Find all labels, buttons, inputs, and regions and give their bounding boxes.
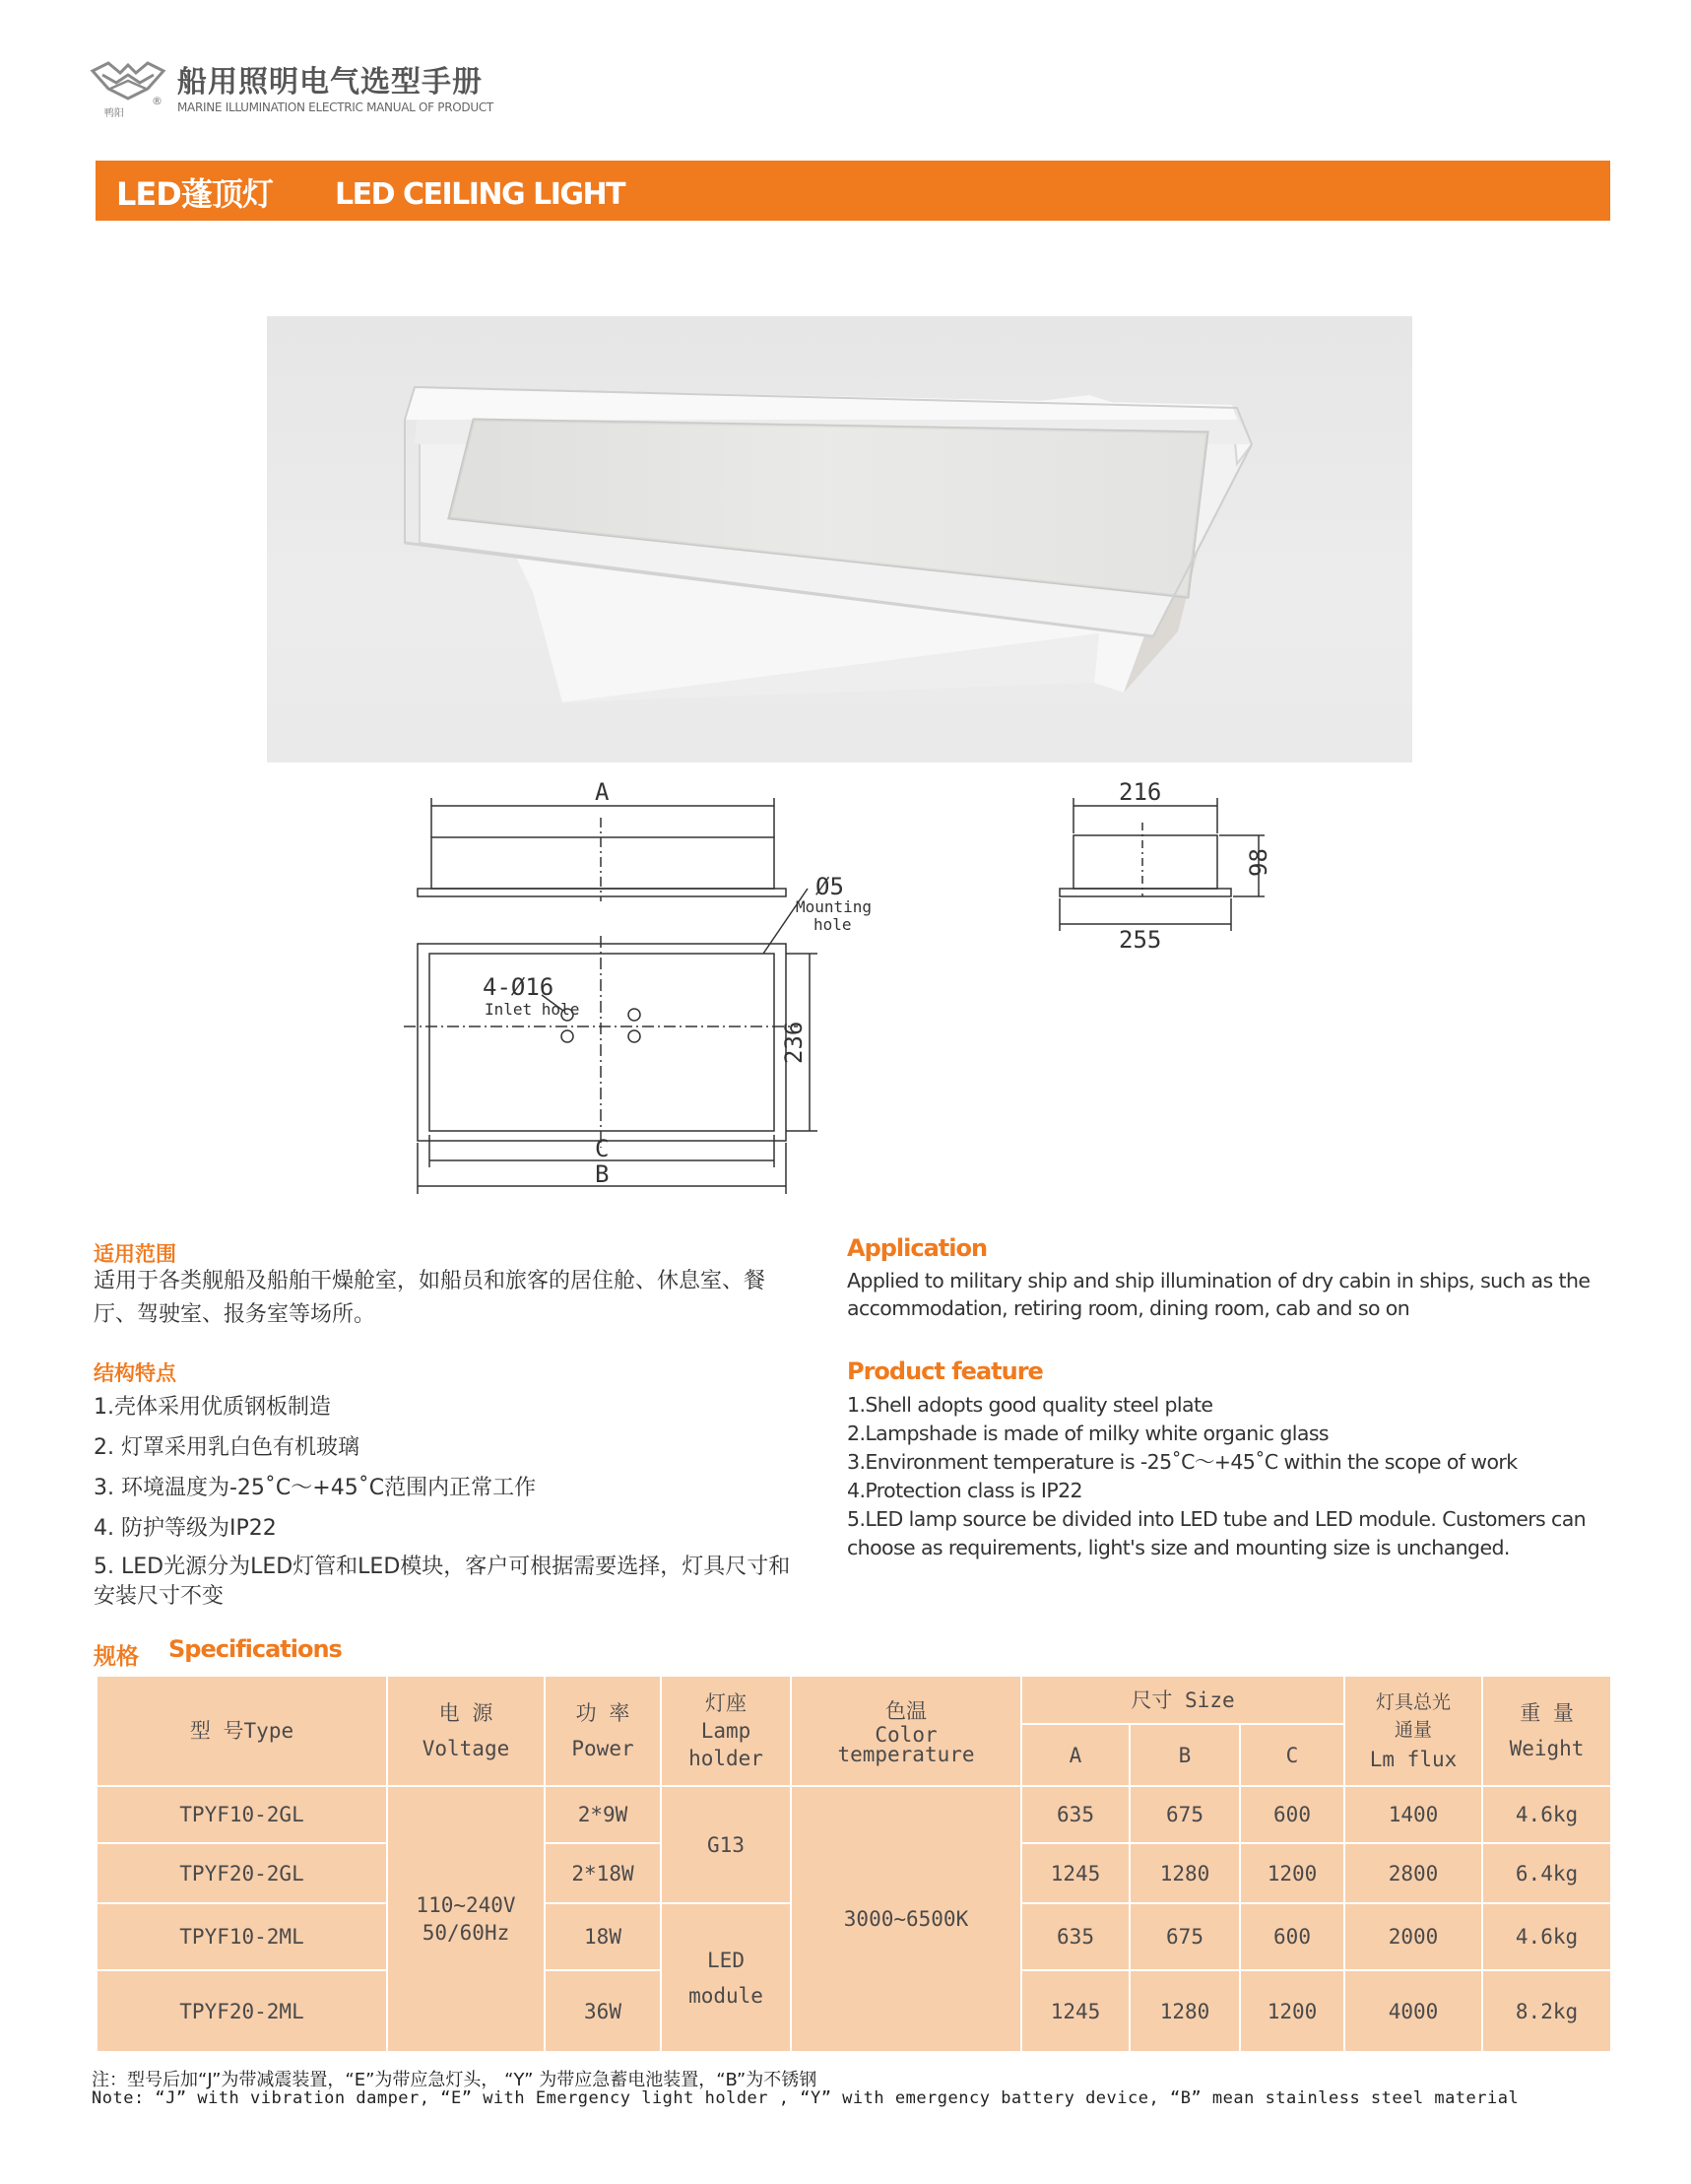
voltage-frequency: 50/60Hz — [422, 1921, 510, 1945]
cell-type: TPYF20-2GL — [97, 1843, 387, 1903]
end-view-flange — [1060, 889, 1231, 896]
header-voltage-en: Voltage — [422, 1737, 510, 1760]
cell-flux: 4000 — [1344, 1970, 1482, 2052]
header-voltage — [387, 1676, 545, 1786]
cell-holder-led — [661, 1903, 791, 2052]
manual-title-en: MARINE ILLUMINATION ELECTRIC MANUAL OF PRODUCT — [177, 100, 493, 114]
application-text-en: Applied to military ship and ship illumination of dry cabin in ships, such as the accommodation, retiring room, dining room, cab and so on — [847, 1269, 1591, 1320]
cell-size-c: 1200 — [1240, 1843, 1344, 1903]
header-size-b: B — [1130, 1724, 1240, 1786]
header-size-c: C — [1240, 1724, 1344, 1786]
side-view-body — [431, 837, 774, 889]
inlet-hole-label: Inlet hole — [485, 1000, 580, 1019]
feature-cn-4: 4. 防护等级为IP22 — [94, 1516, 277, 1541]
front-view-inner — [429, 954, 774, 1131]
header-holder-en-1: Lamp — [700, 1719, 751, 1743]
cell-color-temp: 3000~6500K — [791, 1786, 1021, 2052]
header-voltage-cn: 电 源 — [438, 1701, 493, 1725]
features-heading-cn: 结构特点 — [94, 1361, 176, 1385]
dim-label-236: 236 — [780, 1021, 808, 1064]
cell-flux: 1400 — [1344, 1786, 1482, 1843]
product-title-en: LED CEILING LIGHT — [335, 177, 625, 212]
end-view-body — [1073, 835, 1217, 889]
brand-logo — [89, 59, 167, 120]
header-power-en: Power — [571, 1737, 634, 1760]
manual-title-cn: 船用照明电气选型手册 — [177, 65, 483, 99]
header-flux-cn-2: 通量 — [1395, 1719, 1433, 1741]
cell-size-b: 1280 — [1130, 1970, 1240, 2052]
dim-label-216: 216 — [1119, 778, 1162, 806]
cell-holder-g13: G13 — [661, 1786, 791, 1903]
ceiling-light-illustration — [267, 316, 1412, 762]
cell-size-a: 1245 — [1021, 1843, 1130, 1903]
cell-flux: 2000 — [1344, 1903, 1482, 1970]
holder-led-1: LED — [707, 1948, 745, 1972]
feature-en-4: 4.Protection class is IP22 — [847, 1479, 1082, 1502]
logo-emblem-icon — [89, 59, 167, 120]
technical-drawing — [394, 768, 1280, 1202]
voltage-range: 110~240V — [416, 1893, 516, 1917]
feature-cn-5: 5. LED光源分为LED灯管和LED模块，客户可根据需要选择，灯具尺寸和安装尺寸不变 — [94, 1555, 791, 1609]
cell-power: 2*9W — [545, 1786, 661, 1843]
cell-weight: 8.2kg — [1482, 1970, 1611, 2052]
holder-led-2: module — [688, 1983, 763, 2008]
registered-mark: ® — [152, 95, 163, 107]
application-heading-en: Application — [847, 1234, 988, 1262]
header-color-en-1: Color — [875, 1723, 938, 1747]
header-color-cn: 色温 — [885, 1699, 927, 1723]
header-color-en-2: temperature — [837, 1743, 975, 1766]
cell-size-a: 635 — [1021, 1903, 1130, 1970]
feature-cn-2: 2. 灯罩采用乳白色有机玻璃 — [94, 1435, 359, 1460]
note-en: Note: “J” with vibration damper, “E” with Emergency light holder , “Y” with emergency battery device, “B” mean stainless steel material — [92, 2088, 1520, 2108]
header-size: 尺寸 Size — [1021, 1676, 1344, 1724]
cell-power: 2*18W — [545, 1843, 661, 1903]
feature-en-1: 1.Shell adopts good quality steel plate — [847, 1393, 1213, 1417]
header-weight — [1482, 1676, 1611, 1786]
mount-hole-dim: Ø5 — [815, 873, 844, 900]
dim-label-255: 255 — [1119, 926, 1162, 954]
cell-size-c: 1200 — [1240, 1970, 1344, 2052]
front-view-outer — [418, 944, 786, 1141]
cell-weight: 4.6kg — [1482, 1903, 1611, 1970]
header-flux-en: Lm flux — [1369, 1748, 1458, 1771]
cell-size-a: 1245 — [1021, 1970, 1130, 2052]
application-heading-cn: 适用范围 — [94, 1242, 176, 1266]
cell-power: 18W — [545, 1903, 661, 1970]
specifications-table — [96, 1675, 1612, 2053]
product-photo — [267, 316, 1412, 762]
features-heading-en: Product feature — [847, 1357, 1043, 1385]
header-size-a: A — [1021, 1724, 1130, 1786]
logo-text: 鸭阳 — [104, 108, 124, 119]
header-holder-cn: 灯座 — [705, 1691, 747, 1715]
dim-label-b: B — [595, 1160, 610, 1188]
application-text-cn: 适用于各类舰船及船舶干燥舱室，如船员和旅客的居住舱、休息室、餐厅、驾驶室、报务室等场所。 — [94, 1269, 766, 1327]
cell-voltage — [387, 1786, 545, 2052]
header-power — [545, 1676, 661, 1786]
table-row — [97, 1786, 1611, 1843]
header-flux-cn-1: 灯具总光 — [1376, 1691, 1452, 1713]
dim-label-c: C — [595, 1135, 610, 1162]
cell-type: TPYF10-2ML — [97, 1903, 387, 1970]
cell-size-a: 635 — [1021, 1786, 1130, 1843]
header-flux — [1344, 1676, 1482, 1786]
cell-flux: 2800 — [1344, 1843, 1482, 1903]
cell-type: TPYF20-2ML — [97, 1970, 387, 2052]
note-cn: 注：型号后加“J”为带减震装置，“E”为带应急灯头， “Y” 为带应急蓄电池装置，“B”为不锈钢 — [92, 2070, 817, 2090]
cell-type: TPYF10-2GL — [97, 1786, 387, 1843]
feature-en-5: 5.LED lamp source be divided into LED tube and LED module. Customers can choose as requirements, light's size and mounting size is unchanged. — [847, 1507, 1587, 1559]
cell-size-b: 675 — [1130, 1786, 1240, 1843]
cell-size-c: 600 — [1240, 1903, 1344, 1970]
specs-heading-cn: 规格 — [94, 1644, 139, 1670]
cell-size-b: 1280 — [1130, 1843, 1240, 1903]
cell-weight: 6.4kg — [1482, 1843, 1611, 1903]
header-power-cn: 功 率 — [575, 1701, 630, 1725]
dim-label-98: 98 — [1245, 848, 1272, 877]
header-weight-cn: 重 量 — [1520, 1701, 1574, 1725]
cell-weight: 4.6kg — [1482, 1786, 1611, 1843]
feature-en-2: 2.Lampshade is made of milky white organic glass — [847, 1422, 1330, 1445]
header-weight-en: Weight — [1509, 1737, 1585, 1760]
cell-size-b: 675 — [1130, 1903, 1240, 1970]
header-color — [791, 1676, 1021, 1786]
cell-size-c: 600 — [1240, 1786, 1344, 1843]
specs-heading-en: Specifications — [168, 1635, 342, 1663]
mount-hole-label-2: hole — [813, 915, 852, 934]
cell-power: 36W — [545, 1970, 661, 2052]
feature-cn-1: 1.壳体采用优质钢板制造 — [94, 1395, 331, 1420]
feature-en-3: 3.Environment temperature is -25˚C～+45˚C within the scope of work — [847, 1450, 1518, 1474]
header-holder-en-2: holder — [688, 1747, 763, 1770]
inlet-hole-dim: 4-Ø16 — [483, 973, 554, 1001]
mount-hole-label-1: Mounting — [796, 897, 873, 916]
product-banner — [96, 161, 1610, 221]
product-title-cn: LED蓬顶灯 — [116, 175, 273, 213]
side-view-flange — [418, 889, 786, 896]
dim-label-a: A — [595, 778, 610, 806]
feature-cn-3: 3. 环境温度为-25˚C～+45˚C范围内正常工作 — [94, 1476, 537, 1500]
header-type: 型 号Type — [97, 1676, 387, 1786]
header-holder — [661, 1676, 791, 1786]
